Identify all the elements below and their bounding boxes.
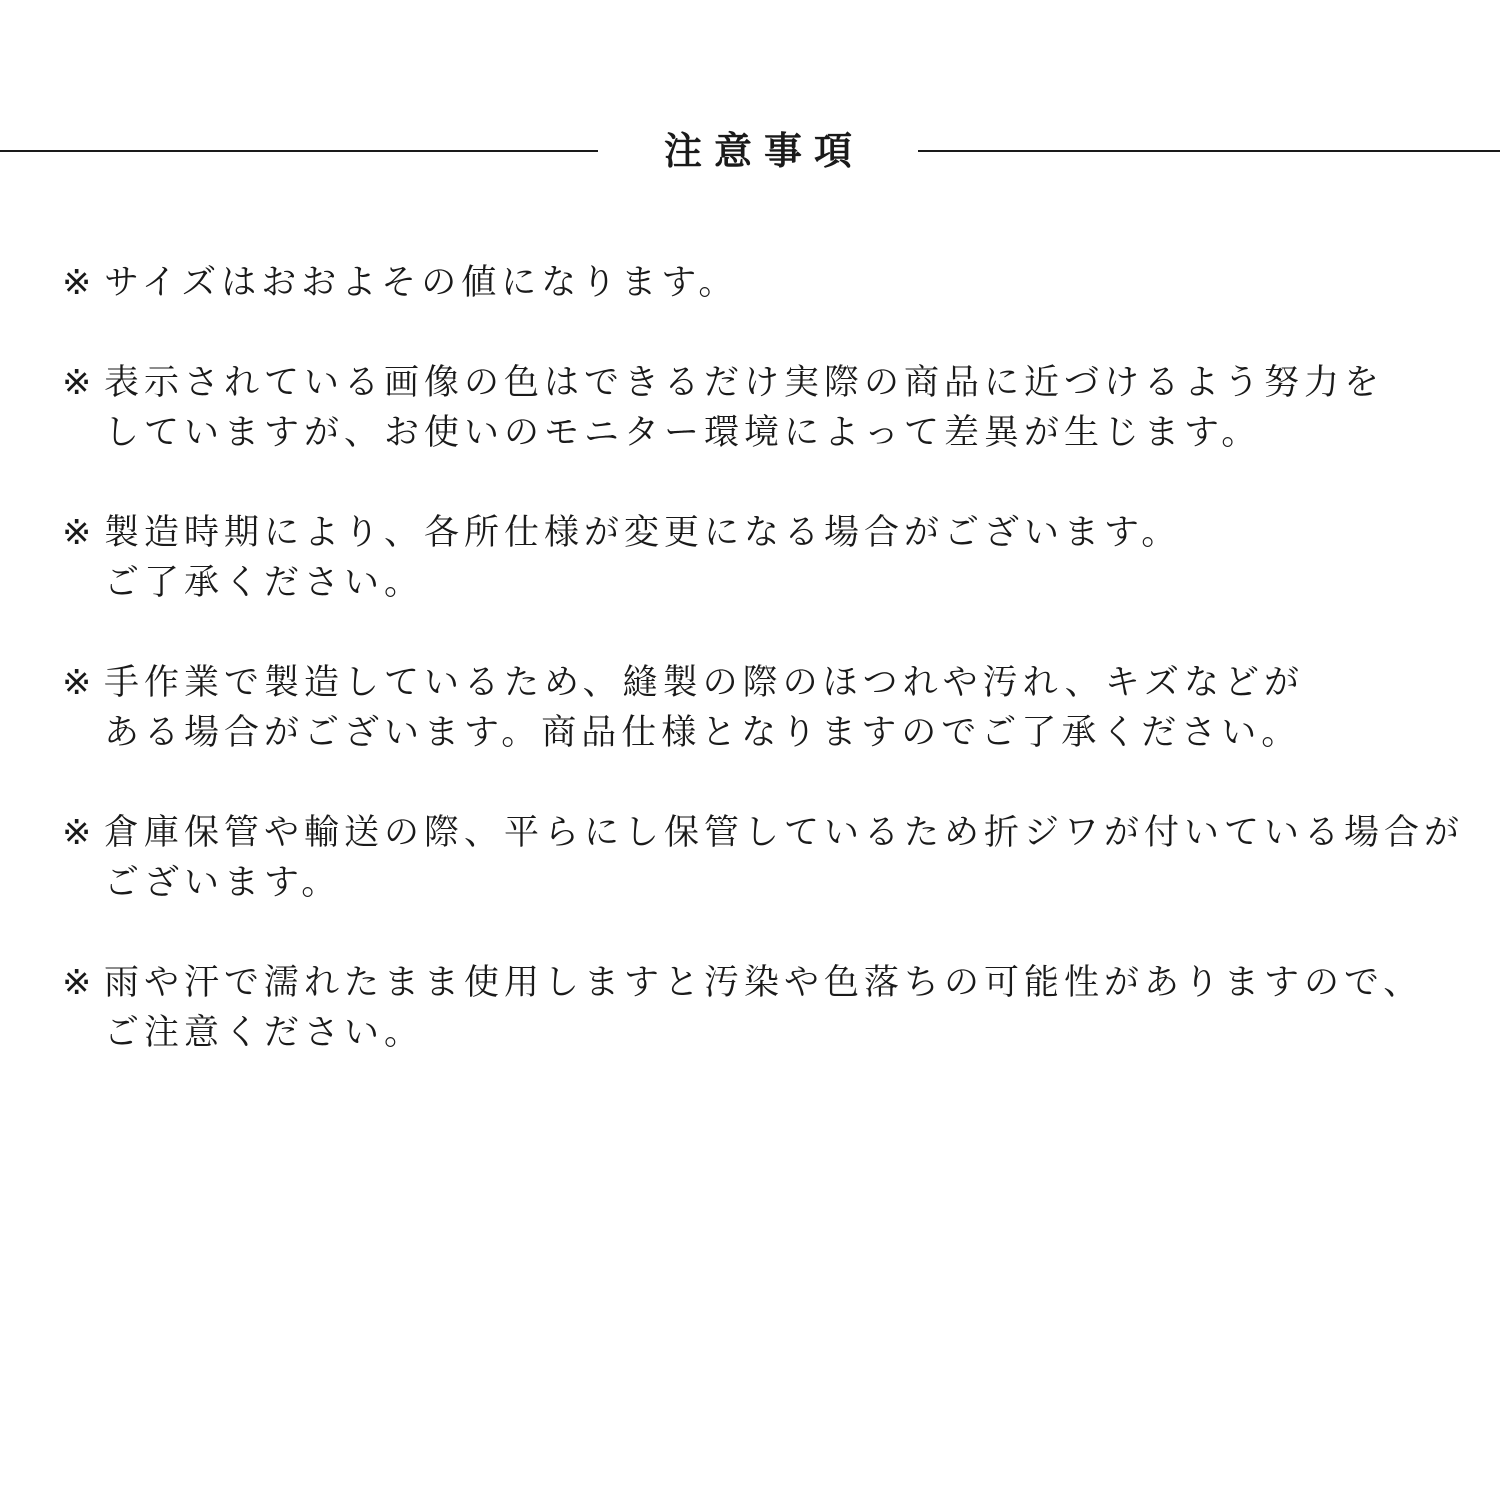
note-item (62, 258, 1482, 308)
note-mark: ※ (62, 813, 92, 853)
note-line: ご了承ください。 (104, 563, 425, 603)
note-item (62, 808, 1482, 908)
note-item (62, 658, 1482, 758)
section-title: 注意事項 (663, 129, 864, 173)
note-line: 製造時期により、各所仕様が変更になる場合がございます。 (104, 513, 1182, 553)
note-mark: ※ (62, 263, 92, 303)
note-line: ご注意ください。 (104, 1013, 425, 1053)
header-rule-right (918, 150, 1500, 152)
note-line: 表示されている画像の色はできるだけ実際の商品に近づけるよう努力を (104, 363, 1385, 403)
note-line: 手作業で製造しているため、縫製の際のほつれや汚れ、キズなどが (104, 663, 1305, 703)
note-line: ある場合がございます。商品仕様となりますのでご了承ください。 (104, 713, 1302, 753)
note-line: 雨や汗で濡れたまま使用しますと汚染や色落ちの可能性がありますので、 (104, 963, 1424, 1003)
note-mark: ※ (62, 963, 92, 1003)
notes-list (62, 258, 1482, 1108)
header-rule-left (0, 150, 598, 152)
note-item (62, 508, 1482, 608)
note-line: していますが、お使いのモニター環境によって差異が生じます。 (104, 413, 1262, 453)
note-mark: ※ (62, 663, 92, 703)
note-item (62, 358, 1482, 458)
note-line: ございます。 (104, 863, 342, 903)
note-item (62, 958, 1482, 1058)
note-line: 倉庫保管や輸送の際、平らにし保管しているため折ジワが付いている場合が (104, 813, 1465, 853)
note-line: サイズはおおよその値になります。 (104, 263, 739, 303)
note-mark: ※ (62, 513, 92, 553)
note-mark: ※ (62, 363, 92, 403)
section-header (0, 128, 1500, 174)
